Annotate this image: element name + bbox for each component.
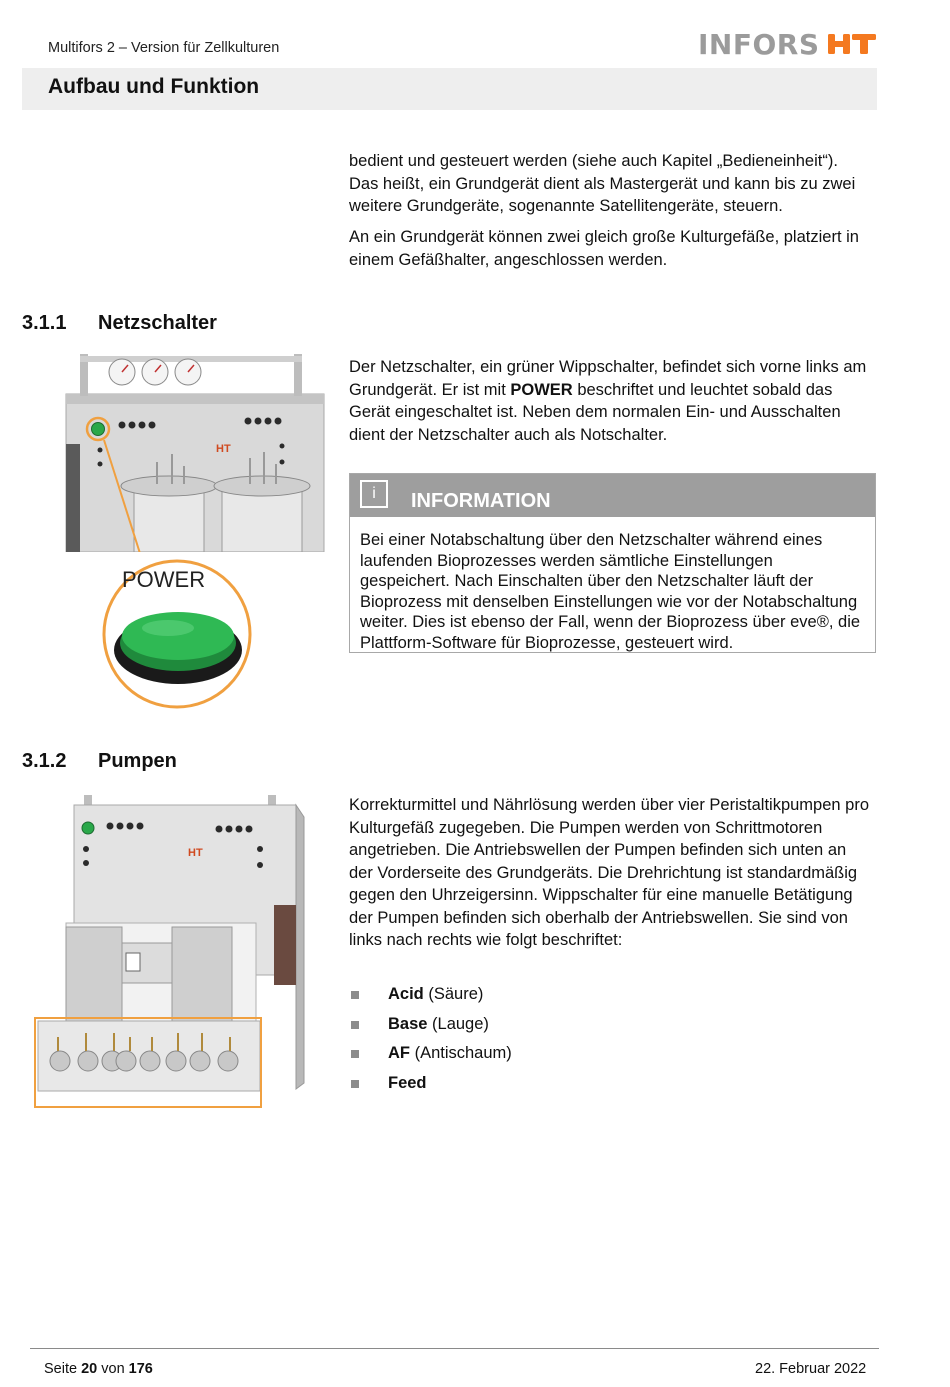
netzschalter-text-2: beschriftet und leuchtet sobald das Gerät eingeschaltet ist. Neben dem normalen Ein- und Ausschalten dient der Netzschalter auch als Notschalter. [349,380,841,444]
pump-switch-list [349,983,512,1101]
netzschalter-text-1: Der Netzschalter, ein grüner Wippschalter, befindet sich vorne links am Grundgerät. Er ist mit [349,358,867,399]
list-item [349,1042,512,1072]
page-prefix: Seite [44,1361,82,1377]
svg-text:HT: HT [188,847,203,859]
power-label: POWER [122,567,206,592]
document-title: Multifors 2 – Version für Zellkulturen [48,40,280,56]
chapter-title: Aufbau und Funktion [48,75,260,98]
bullet-square-icon [351,1080,359,1088]
list-item-bold: Feed [388,1073,427,1092]
list-item-rest: (Lauge) [427,1014,489,1033]
logo-wordmark: INFORS [698,27,820,61]
bullet-square-icon [351,1021,359,1029]
page-current: 20 [81,1361,98,1377]
section-number-312: 3.1.2 [22,750,67,772]
power-switch-figure [22,354,327,709]
information-box [349,473,876,653]
list-item-bold: Base [388,1014,428,1033]
power-keyword: POWER [510,380,573,399]
section-title-pumpen: Pumpen [98,750,177,772]
bullet-square-icon [351,991,359,999]
list-item [349,1072,512,1102]
list-item-bold: Acid [388,985,424,1003]
svg-text:HT: HT [216,443,231,455]
section-number-311: 3.1.1 [22,312,67,334]
section-title-netzschalter: Netzschalter [98,312,217,334]
netzschalter-paragraph [349,356,869,446]
list-item-rest: (Säure) [423,985,484,1003]
information-text: Bei einer Notabschaltung über den Netzschalter während eines laufenden Bioprozesses werden sämtliche Einstellungen gespeichert. Nach Einschalten über den Netzschalter läuft der Bioprozess mit denselben Einstellungen wie vor der Notabschaltung weiter. Dies ist ebenso der Fall, wenn der Bioprozess über eve®, die Plattform-Software für Bioprozesse, gesteuert wird. [360,531,861,652]
pumps-figure [22,793,307,1113]
info-icon: i [360,480,388,508]
pumpen-paragraph: Korrekturmittel und Nährlösung werden über vier Peristaltikpumpen pro Kulturgefäß zugegeben. Die Pumpen werden von Schrittmotoren angetrieben. Die Antriebswellen der Pumpen befinden sich unten an der Vorderseite des Grundgeräts. Die Drehrichtung ist standardmäßig gegen den Uhrzeigersinn. Wippschalter für eine manuelle Betätigung der Pumpen befinden sich oberhalb der Antriebswellen. Sie sind von links nach rechts wie folgt beschriftet: [349,796,869,949]
list-item-rest: (Antischaum) [410,1044,512,1062]
page-number [44,1361,153,1377]
information-box-header [350,474,875,517]
list-item-bold: AF [388,1044,410,1062]
intro-paragraph-2: An ein Grundgerät können zwei gleich große Kulturgefäße, platziert in einem Gefäßhalter, angeschlossen werden. [349,228,859,269]
page-mid: von [97,1361,129,1377]
footer-divider [30,1348,879,1349]
infors-ht-logo [698,28,878,60]
footer-date: 22. Februar 2022 [755,1361,867,1377]
intro-paragraph-1: bedient und gesteuert werden (siehe auch Kapitel „Bedieneinheit“). Das heißt, ein Grundgerät dient als Mastergerät und kann bis zu zwei weitere Grundgeräte, sogenannte Satellitengeräte, steuern. [349,152,856,215]
list-item [349,983,512,1013]
page-total: 176 [128,1361,153,1377]
ht-logo-icon [826,32,878,56]
information-title: INFORMATION [411,490,551,512]
bullet-square-icon [351,1050,359,1058]
list-item [349,1013,512,1043]
